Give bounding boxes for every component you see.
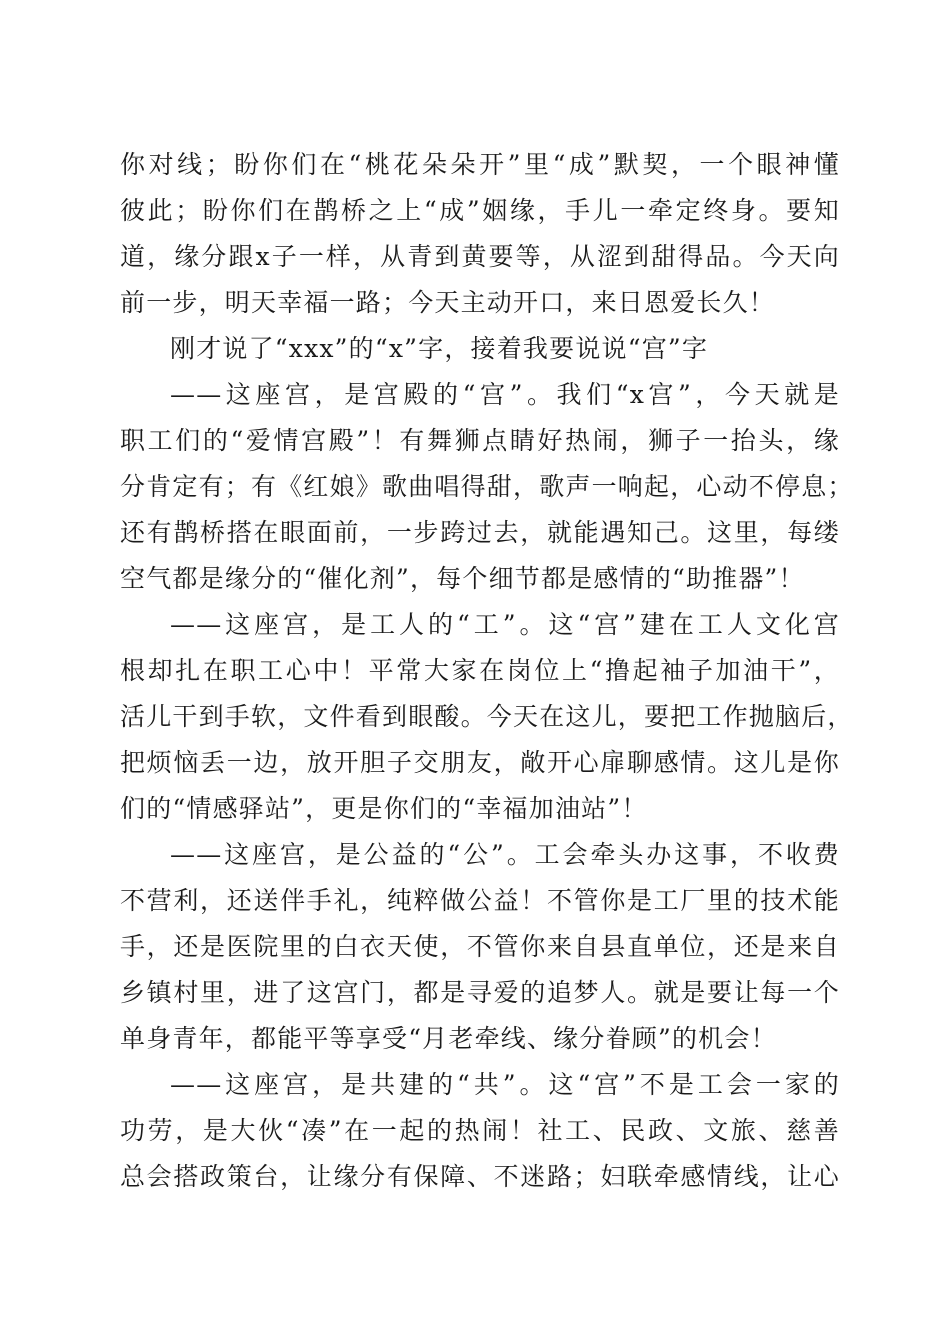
- text-line: 手，还是医院里的白衣天使，不管你来自县直单位，还是来自: [120, 932, 840, 961]
- text-line: 功劳，是大伙“凑”在一起的热闹！社工、民政、文旅、慈善: [120, 1116, 840, 1145]
- text-line: 刚才说了“xxx”的“x”字，接着我要说说“宫”字: [170, 334, 709, 363]
- text-line: 把烦恼丢一边，放开胆子交朋友，敞开心扉聊感情。这儿是你: [120, 748, 840, 777]
- text-line: 们的“情感驿站”，更是你们的“幸福加油站”！: [120, 794, 648, 823]
- text-line: 空气都是缘分的“催化剂”，每个细节都是感情的“助推器”！: [120, 564, 805, 593]
- body-text: [120, 142, 854, 1200]
- text-line: 活儿干到手软，文件看到眼酸。今天在这儿，要把工作抛脑后，: [120, 702, 854, 731]
- text-line: 分肯定有；有《红娘》歌曲唱得甜，歌声一响起，心动不停息；: [120, 472, 854, 501]
- text-line: 你对线；盼你们在“桃花朵朵开”里“成”默契，一个眼神懂: [120, 150, 840, 179]
- text-line: 乡镇村里，进了这宫门，都是寻爱的追梦人。就是要让每一个: [120, 978, 840, 1007]
- text-line: 不营利，还送伴手礼，纯粹做公益！不管你是工厂里的技术能: [120, 886, 840, 915]
- text-line: 道，缘分跟x子一样，从青到黄要等，从涩到甜得品。今天向: [120, 242, 840, 271]
- text-line: ——这座宫，是工人的“工”。这“宫”建在工人文化宫: [170, 610, 840, 639]
- text-line: 职工们的“爱情宫殿”！有舞狮点睛好热闹，狮子一抬头，缘: [120, 426, 840, 455]
- text-line: 还有鹊桥搭在眼面前，一步跨过去，就能遇知己。这里，每缕: [120, 518, 840, 547]
- text-line: ——这座宫，是宫殿的“宫”。我们“x宫”，今天就是: [170, 380, 840, 409]
- text-line: ——这座宫，是公益的“公”。工会牵头办这事，不收费: [170, 840, 840, 869]
- text-line: 彼此；盼你们在鹊桥之上“成”姻缘，手儿一牵定终身。要知: [120, 196, 840, 225]
- text-line: 前一步，明天幸福一路；今天主动开口，来日恩爱长久！: [120, 288, 776, 317]
- text-line: 总会搭政策台，让缘分有保障、不迷路；妇联牵感情线，让心: [120, 1162, 840, 1191]
- text-line: 根却扎在职工心中！平常大家在岗位上“撸起袖子加油干”，: [120, 656, 840, 685]
- text-line: ——这座宫，是共建的“共”。这“宫”不是工会一家的: [170, 1070, 840, 1099]
- text-line: 单身青年，都能平等享受“月老牵线、缘分眷顾”的机会！: [120, 1024, 777, 1053]
